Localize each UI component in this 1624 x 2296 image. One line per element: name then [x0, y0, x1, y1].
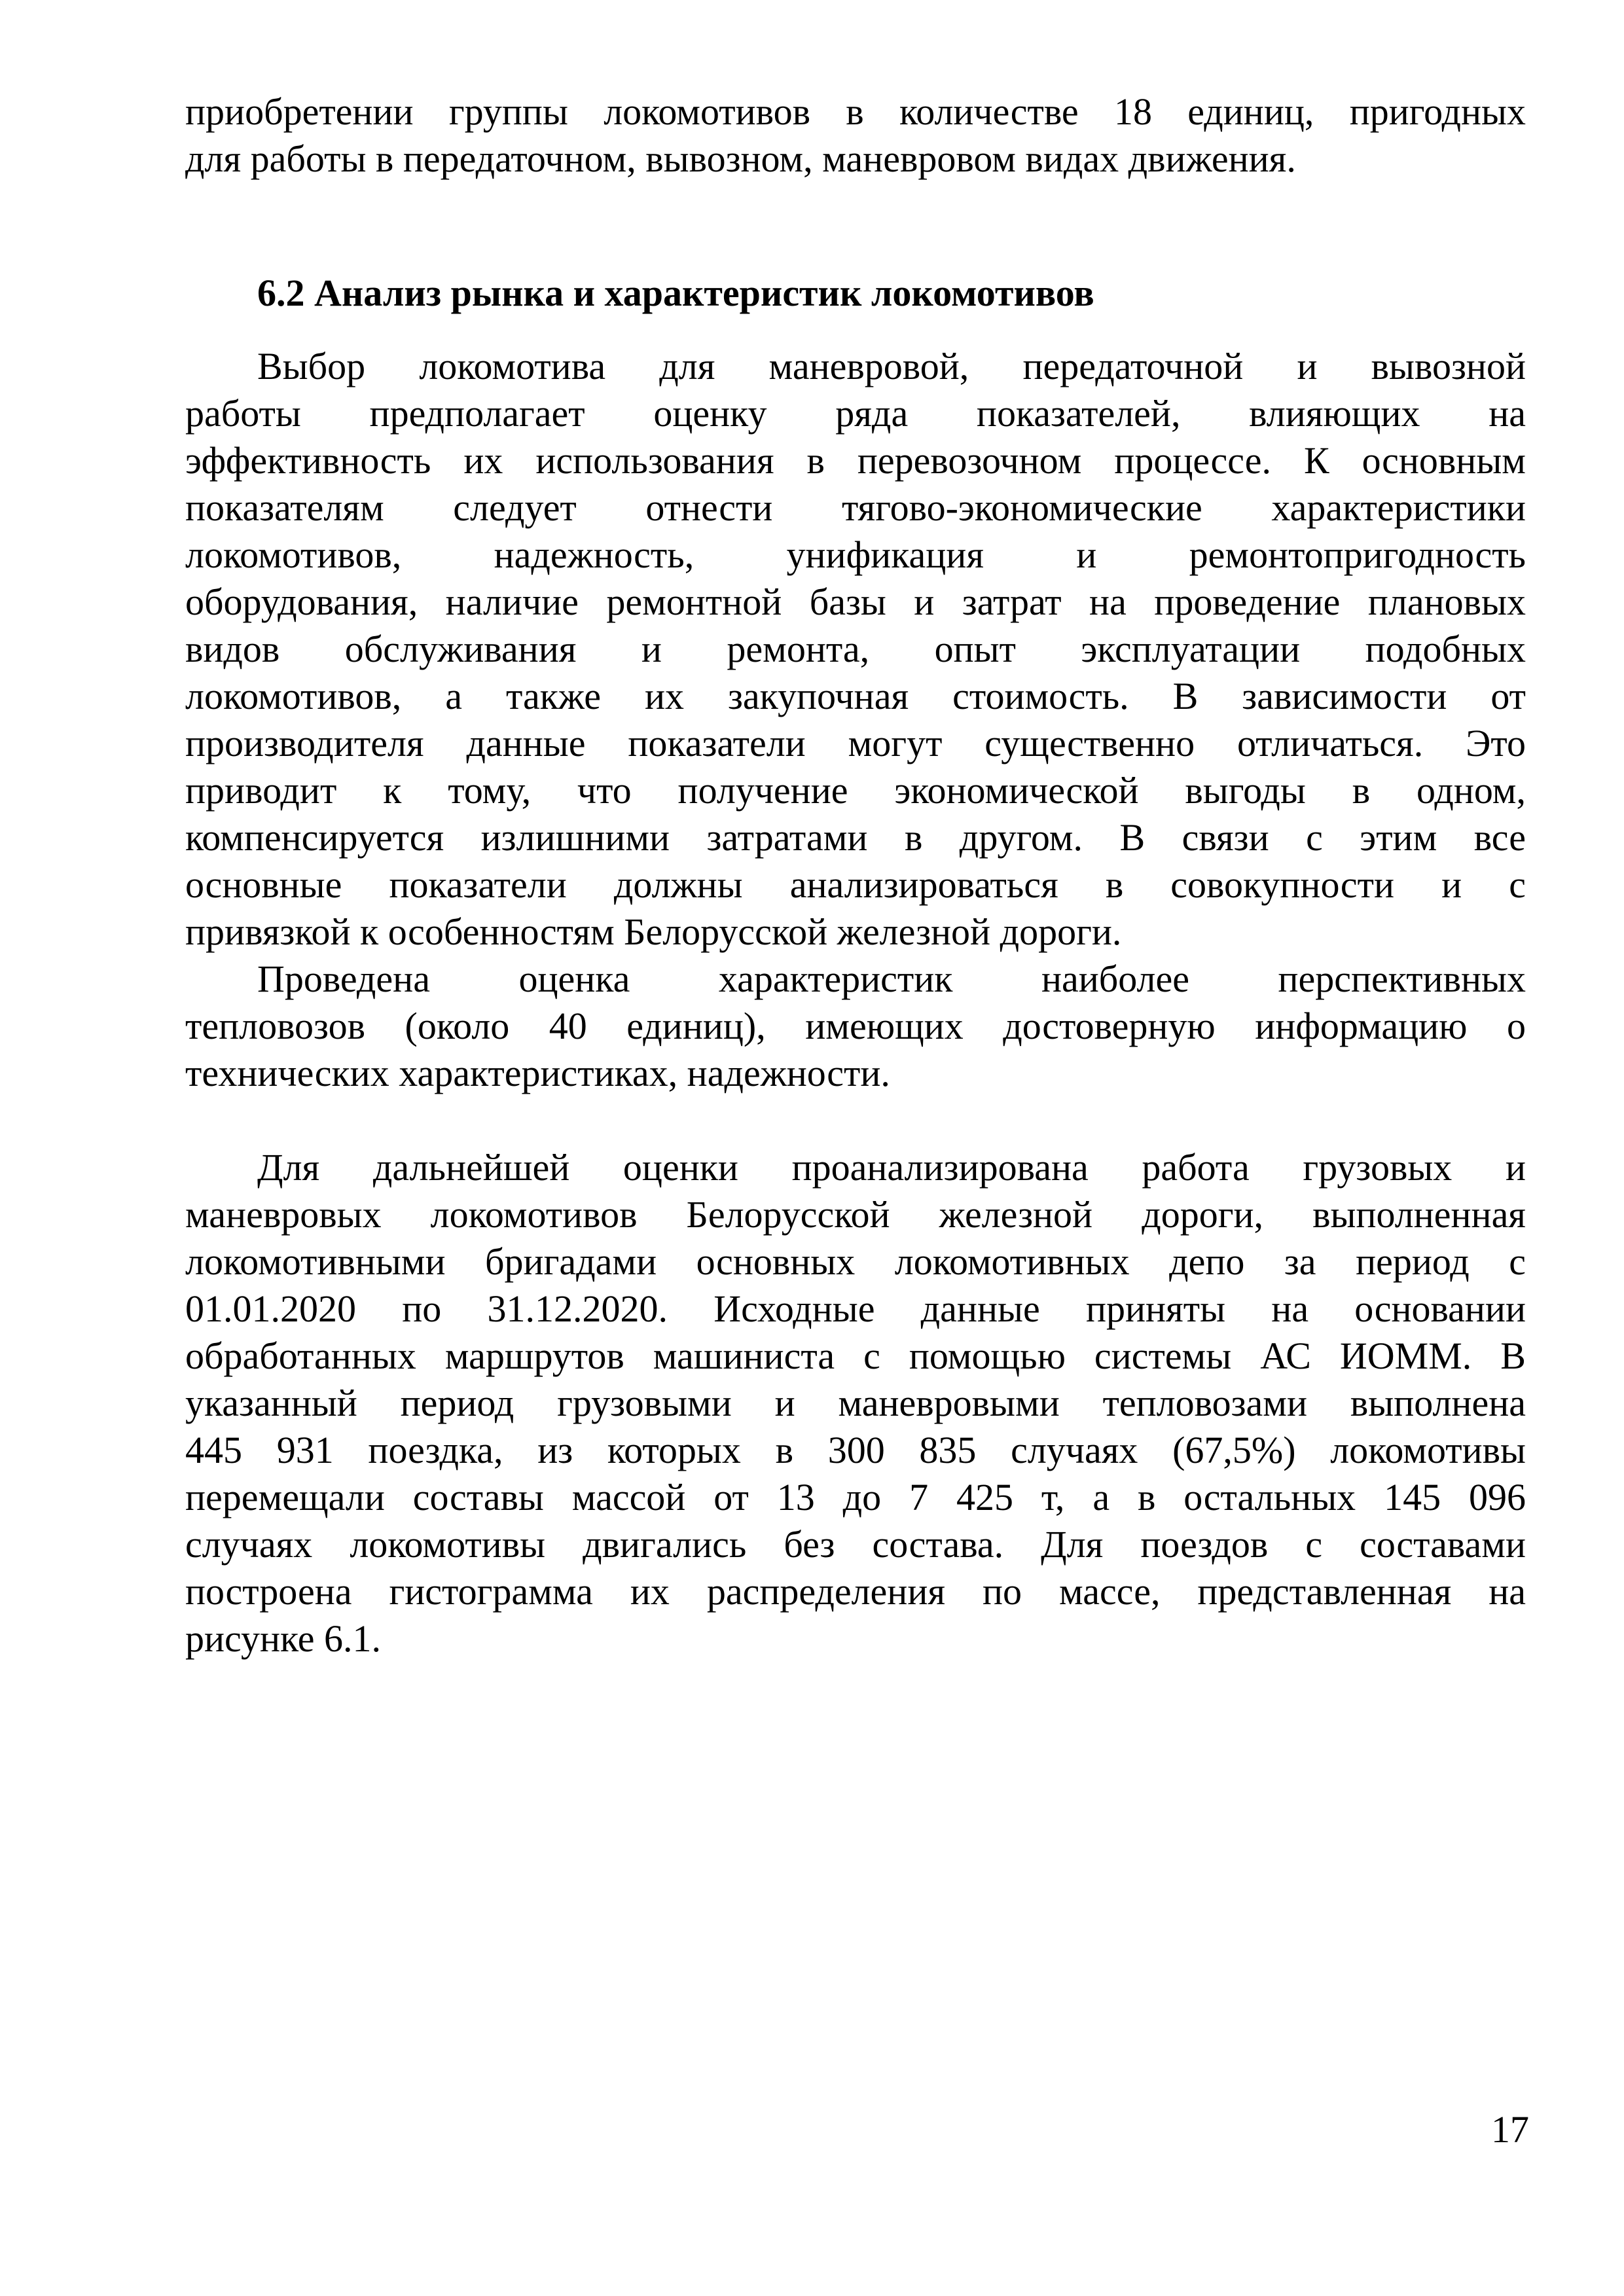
page-content [185, 88, 1526, 1662]
paragraph-market-analysis [185, 343, 1526, 956]
text-line: указанный период грузовыми и маневровыми тепловозами выполнена [185, 1382, 1526, 1424]
paragraph-locomotive-evaluation [185, 956, 1526, 1097]
page-number: 17 [1491, 2108, 1529, 2151]
text-line: Проведена оценка характеристик наиболее перспективных [257, 958, 1526, 1000]
paragraph-operations-data [185, 1144, 1526, 1662]
text-line: технических характеристиках, надежности. [185, 1052, 890, 1094]
text-line: случаях локомотивы двигались без состава. Для поездов с составами [185, 1523, 1526, 1566]
text-line: 01.01.2020 по 31.12.2020. Исходные данные приняты на основании [185, 1287, 1526, 1330]
text-line: маневровых локомотивов Белорусской железной дороги, выполненная [185, 1193, 1526, 1236]
text-line: построена гистограмма их распределения по массе, представленная на [185, 1570, 1526, 1613]
text-line: локомотивов, а также их закупочная стоимость. В зависимости от [185, 675, 1526, 717]
text-line: приобретении группы локомотивов в количестве 18 единиц, пригодных [185, 90, 1526, 133]
text-line: компенсируется излишними затратами в другом. В связи с этим все [185, 816, 1526, 859]
text-line: Выбор локомотива для маневровой, передаточной и вывозной [257, 345, 1526, 387]
text-line: основные показатели должны анализироваться в совокупности и с [185, 863, 1526, 906]
text-line: эффективность их использования в перевозочном процессе. К основным [185, 439, 1526, 482]
text-line: производителя данные показатели могут существенно отличаться. Это [185, 722, 1526, 764]
text-line: локомотивными бригадами основных локомотивных депо за период с [185, 1240, 1526, 1283]
text-line: обработанных маршрутов машиниста с помощью системы АС ИОММ. В [185, 1335, 1526, 1377]
text-line: локомотивов, надежность, унификация и ремонтопригодность [185, 533, 1526, 576]
paragraph-continuation [185, 88, 1526, 183]
text-line: перемещали составы массой от 13 до 7 425 т, а в остальных 145 096 [185, 1476, 1526, 1518]
text-line: работы предполагает оценку ряда показателей, влияющих на [185, 392, 1526, 435]
text-line: видов обслуживания и ремонта, опыт эксплуатации подобных [185, 628, 1526, 670]
text-line: для работы в передаточном, вывозном, маневровом видах движения. [185, 137, 1296, 180]
text-line: 445 931 поездка, из которых в 300 835 случаях (67,5%) локомотивы [185, 1429, 1526, 1471]
text-line: оборудования, наличие ремонтной базы и затрат на проведение плановых [185, 581, 1526, 623]
text-line: тепловозов (около 40 единиц), имеющих достоверную информацию о [185, 1005, 1526, 1047]
text-line: приводит к тому, что получение экономической выгоды в одном, [185, 769, 1526, 812]
section-heading: 6.2 Анализ рынка и характеристик локомотивов [257, 272, 1094, 314]
text-line: Для дальнейшей оценки проанализирована работа грузовых и [257, 1146, 1526, 1189]
text-line: рисунке 6.1. [185, 1617, 382, 1660]
text-line: показателям следует отнести тягово-экономические характеристики [185, 486, 1526, 529]
text-line: привязкой к особенностям Белорусской железной дороги. [185, 910, 1122, 953]
